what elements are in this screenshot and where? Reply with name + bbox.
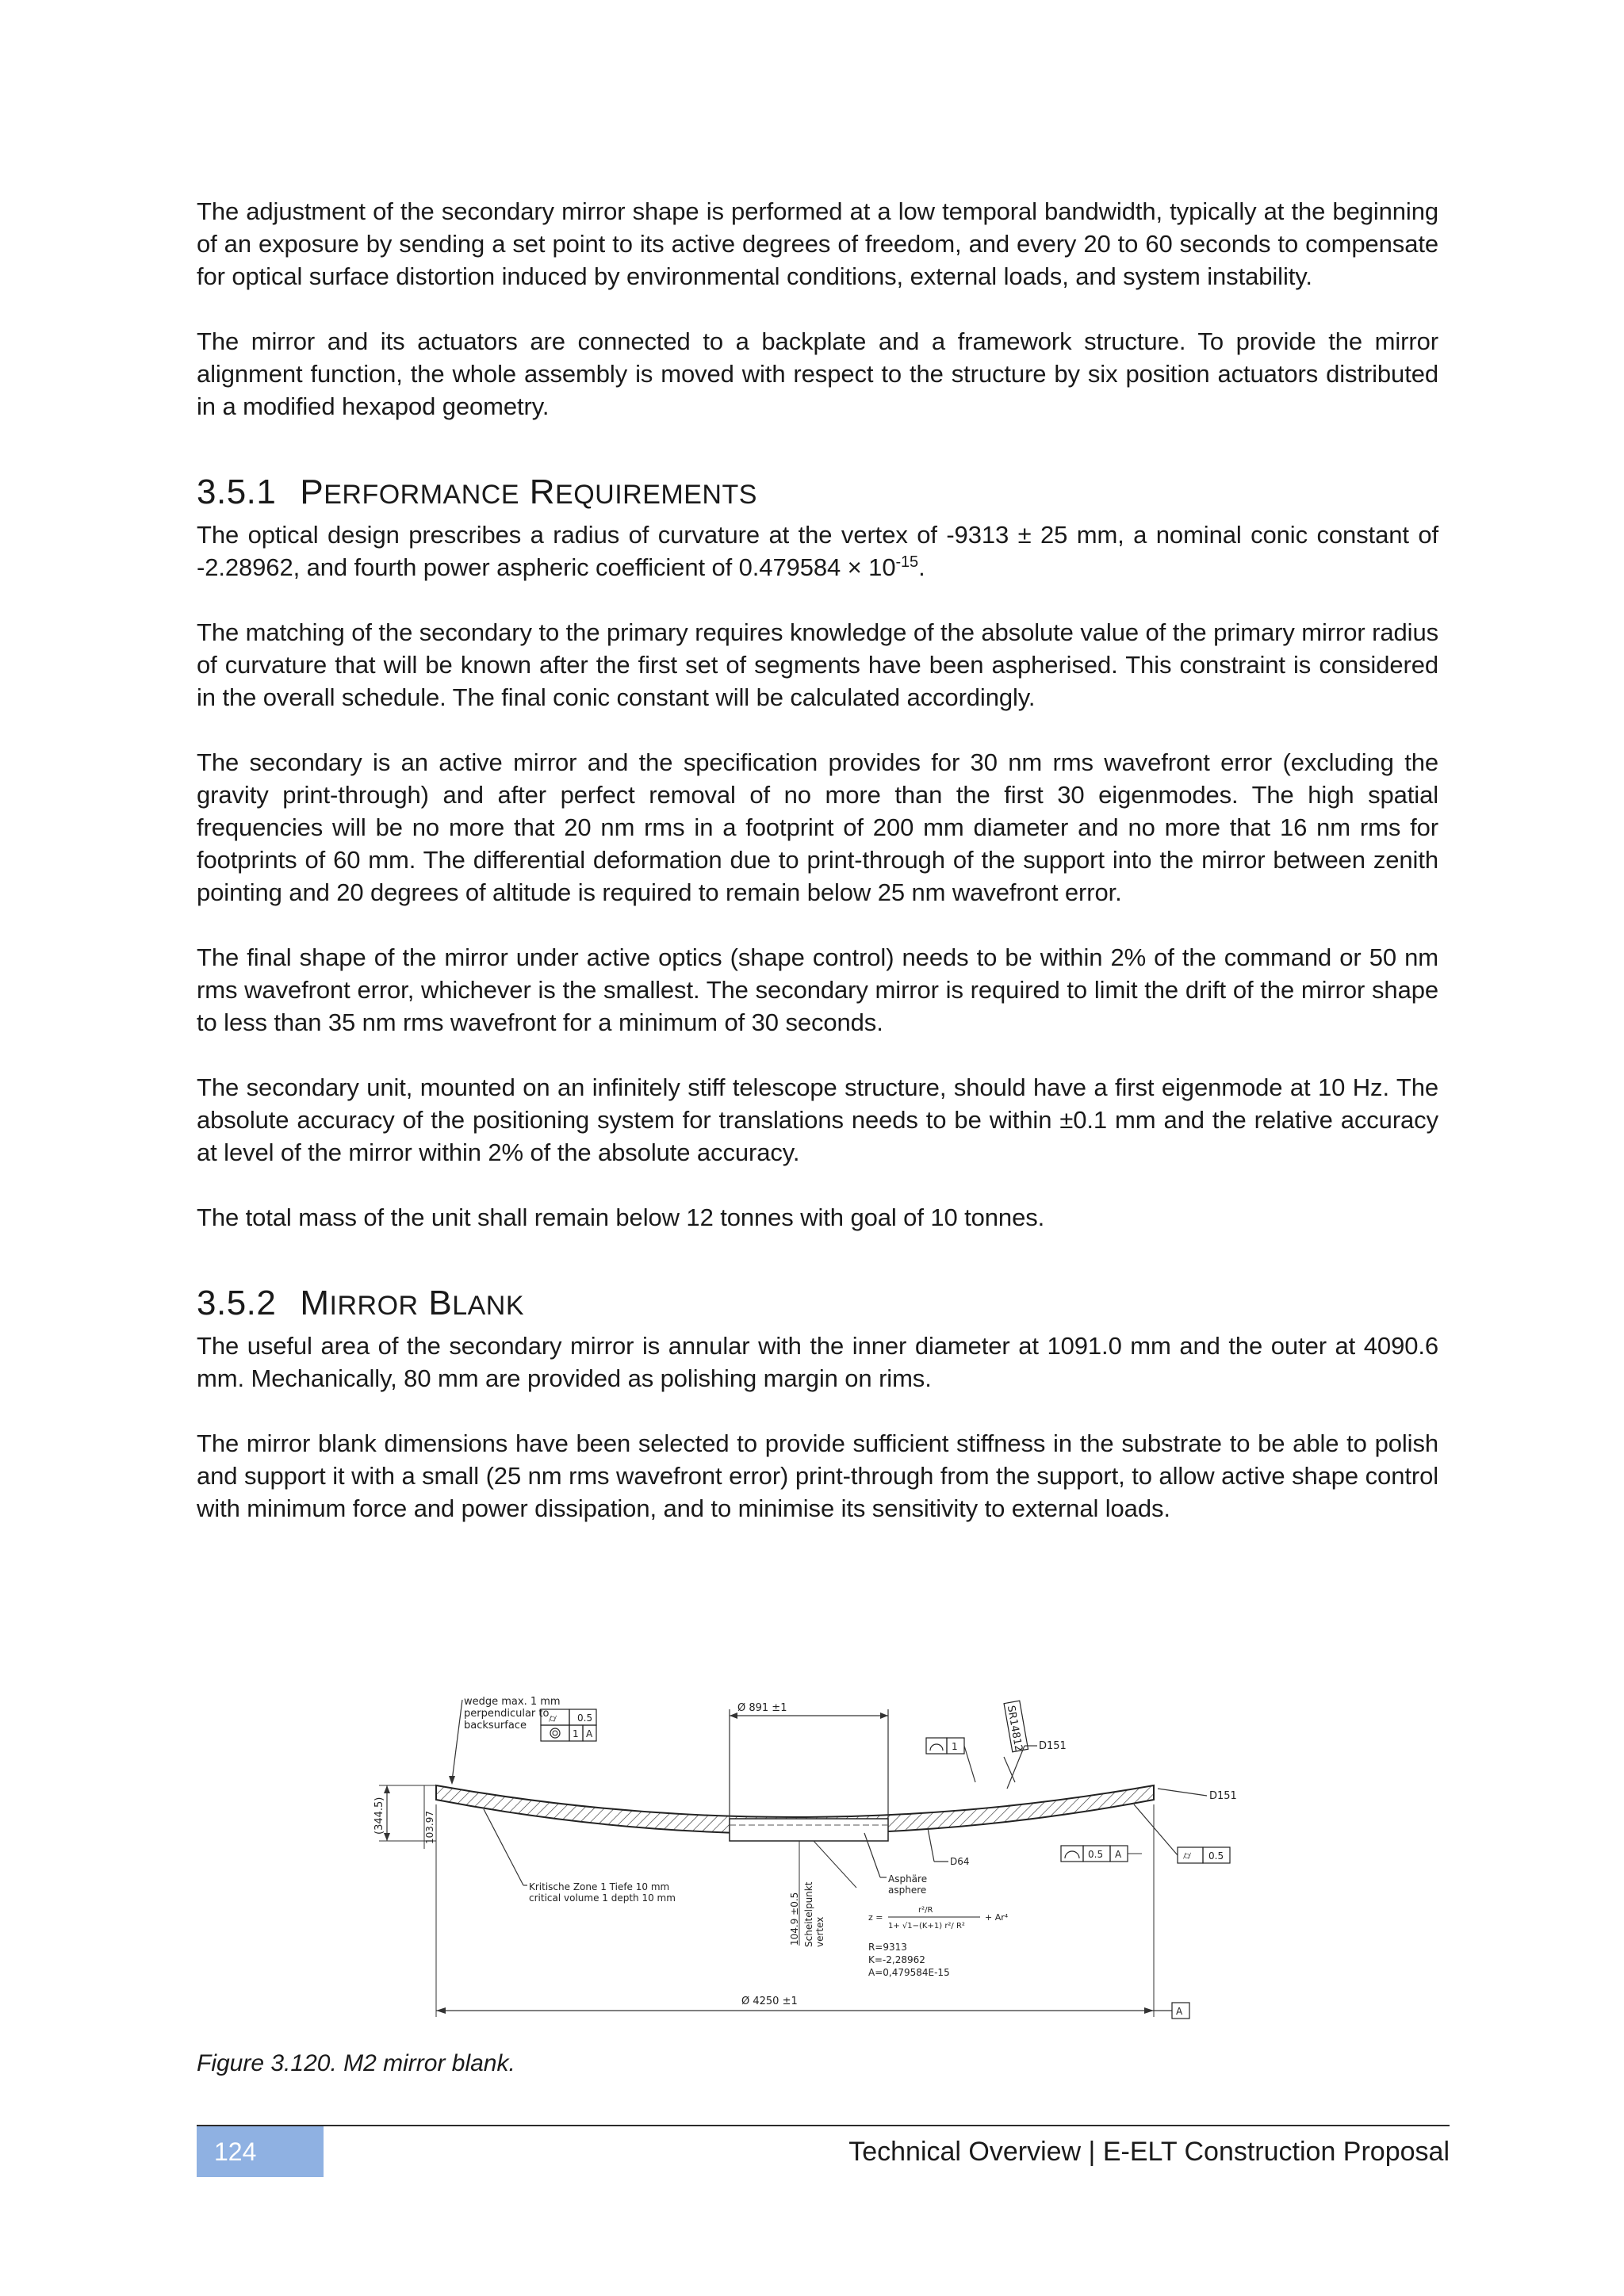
- paragraph: The adjustment of the secondary mirror shape is performed at a low temporal bandwidth, typically at the beginning of an exposure by sending a set point to its active degrees of freedom, and every 20 to 60 seconds to compensate for optical surface distortion induced by environmental conditions, external loads, and system instability.: [197, 197, 1438, 290]
- dim-103-label: 103.97: [424, 1811, 435, 1844]
- title-cap: R: [529, 473, 556, 511]
- paragraph: The final shape of the mirror under active optics (shape control) needs to be within 2% of the command or 50 nm rms wavefront error, whichever is the smallest. The secondary mirror is required to limit the drift of the mirror shape to less than 35 nm rms wavefront for a minimum of 30 seconds.: [197, 943, 1438, 1036]
- asphere-label-2: asphere: [888, 1885, 927, 1896]
- asphere-label-1: Asphäre: [888, 1873, 928, 1885]
- title-cap: P: [300, 473, 324, 511]
- paragraph-optical-design: [197, 519, 1438, 584]
- paragraph: The secondary unit, mounted on an infinitely stiff telescope structure, should have a first eigenmode at 10 Hz. The absolute accuracy of the positioning system for translations needs to be within ±0.1 mm and the relative accuracy at level of the mirror within 2% of the absolute accuracy.: [197, 1073, 1438, 1166]
- section-heading-3-5-2: [197, 1281, 1438, 1328]
- section-number: 3.5.2: [197, 1284, 277, 1322]
- flat-1: 1: [952, 1741, 958, 1752]
- wedge-note-1: wedge max. 1 mm: [464, 1696, 561, 1708]
- paragraph: The mirror and its actuators are connected to a backplate and a framework structure. To provide the mirror alignment function, the whole assembly is moved with respect to the structure by six position actuators distributed in a modified hexapod geometry.: [197, 327, 1438, 420]
- cylindricity-icon: ⌭: [1183, 1850, 1192, 1862]
- footer-divider: [197, 2125, 1450, 2126]
- title-rest: EQUIREMENTS: [555, 480, 757, 510]
- dim-344-label: (344.5): [373, 1797, 385, 1835]
- flat-05: 0.5: [1088, 1849, 1104, 1860]
- title-rest: ERFORMANCE: [324, 480, 520, 510]
- title-rest: LANK: [452, 1291, 525, 1321]
- critical-zone-1: Kritische Zone 1 Tiefe 10 mm: [529, 1881, 670, 1892]
- paragraph: The matching of the secondary to the primary requires knowledge of the absolute value of the primary mirror radius of curvature that will be known after the first set of segments have been aspherised. This constraint is considered in the overall schedule. The final conic constant will be calculated accordingly.: [197, 618, 1438, 711]
- tol-05: 0.5: [577, 1712, 593, 1724]
- circularity-icon: [550, 1728, 560, 1738]
- dia-4250-label: Ø 4250 ±1: [741, 1996, 798, 2007]
- dia-891-label: Ø 891 ±1: [737, 1702, 787, 1714]
- a-value: A=0,479584E-15: [868, 1967, 950, 1978]
- formula-numerator: r²/R: [918, 1906, 933, 1915]
- title-cap: M: [300, 1284, 330, 1322]
- text-run: .: [918, 553, 925, 581]
- paragraph: The useful area of the secondary mirror is annular with the inner diameter at 1091.0 mm and the outer at 4090.6 mm. Mechanically, 80 mm are provided as polishing margin on rims.: [197, 1332, 1438, 1392]
- cyl-05: 0.5: [1208, 1850, 1224, 1862]
- paragraph: The total mass of the unit shall remain below 12 tonnes with goal of 10 tonnes.: [197, 1203, 1045, 1231]
- flat-A: A: [1115, 1849, 1122, 1860]
- vertex-label-1: Scheitelpunkt: [803, 1881, 814, 1947]
- critical-zone-2: critical volume 1 depth 10 mm: [529, 1892, 676, 1904]
- page-number: 124: [197, 2126, 324, 2177]
- text-run: The optical design prescribes a radius of curvature at the vertex of -9313 ± 25 mm, a nominal conic constant of -2.28962, and fourth power aspheric coefficient of 0.479584 × 10: [197, 521, 1438, 581]
- datum-a-label: A: [1176, 2006, 1183, 2017]
- sr-radius-label: SR14812: [1004, 1705, 1025, 1753]
- vertex-label-2: vertex: [814, 1916, 825, 1947]
- central-bore: [730, 1819, 888, 1841]
- paragraph: The secondary is an active mirror and the specification provides for 30 nm rms wavefront error (excluding the gravity print-through) and after perfect removal of no more than the first 30 eigenmodes. The high spatial frequencies will be no more that 20 nm rms in a footprint of 200 mm diameter and no more that 16 nm rms for footprints of 60 mm. The differential deformation due to print-through of the support into the mirror between zenith pointing and 20 degrees of altitude is required to remain below 25 nm wavefront error.: [197, 748, 1438, 906]
- formula-z: z =: [868, 1912, 883, 1923]
- d64-label: D64: [950, 1856, 970, 1867]
- title-cap: B: [428, 1284, 453, 1322]
- formula-denominator: 1+ √1−(K+1) r²/ R²: [888, 1922, 965, 1931]
- r-value: R=9313: [868, 1942, 907, 1953]
- section-number: 3.5.1: [197, 473, 277, 511]
- section-heading-3-5-1: [197, 470, 1438, 517]
- paragraph: The mirror blank dimensions have been selected to provide sufficient stiffness in the substrate to be able to polish and support it with a small (25 nm rms wavefront error) print-through from the support, to allow active shape control with minimum force and power dissipation, and to minimise its sensitivity to external loads.: [197, 1429, 1438, 1522]
- wedge-note-3: backsurface: [464, 1720, 527, 1732]
- mirror-blank-drawing: [341, 1678, 1261, 2034]
- formula-tail: + Ar⁴: [985, 1912, 1009, 1923]
- document-body: [197, 195, 1438, 1557]
- d151-label-b: D151: [1209, 1790, 1237, 1802]
- tol-A: A: [586, 1728, 593, 1739]
- technical-drawing-svg: [341, 1678, 1261, 2034]
- dim-104-label: 104.9 ±0.5: [789, 1892, 800, 1946]
- tol-1: 1: [573, 1728, 579, 1739]
- superscript: -15: [895, 553, 919, 571]
- title-rest: IRROR: [329, 1291, 419, 1321]
- figure-caption: Figure 3.120. M2 mirror blank.: [197, 2050, 515, 2076]
- footer-title: Technical Overview | E-ELT Construction Proposal: [848, 2137, 1450, 2167]
- d151-label-a: D151: [1039, 1740, 1067, 1752]
- k-value: K=-2,28962: [868, 1954, 925, 1965]
- wedge-note-2: perpendicular to: [464, 1708, 550, 1720]
- flatness-icon: ⌭: [549, 1712, 557, 1725]
